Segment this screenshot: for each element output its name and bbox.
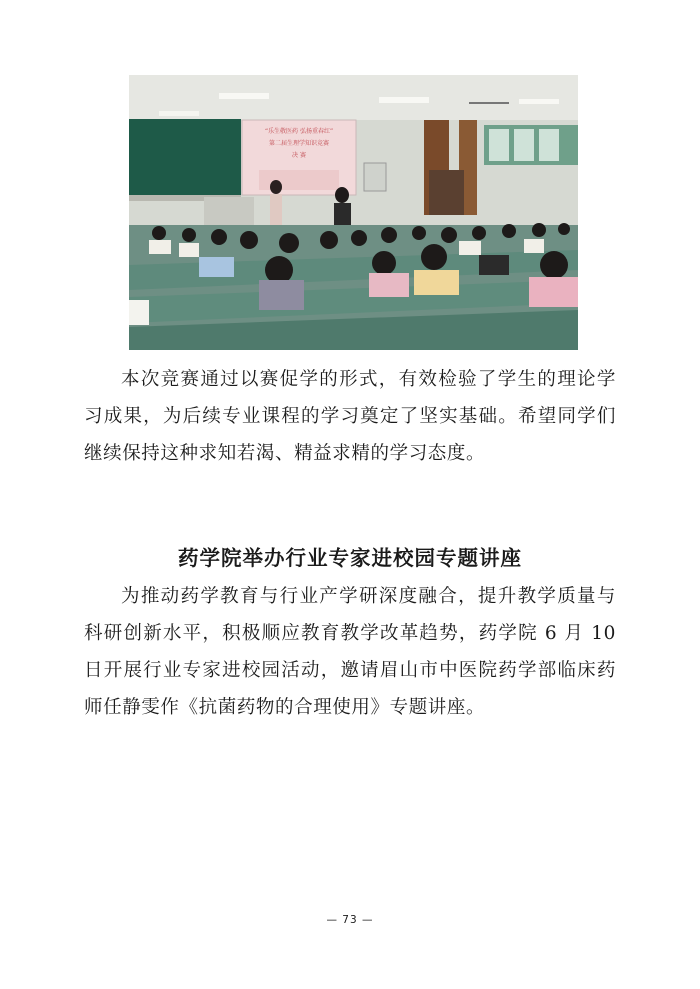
slide-title-line3: 决 赛 <box>292 152 306 159</box>
slide-title-line1: “乐生敬医药 弘扬重春红” <box>264 128 334 135</box>
page-number: — 73 — <box>326 914 374 926</box>
section-heading: 药学院举办行业专家进校园专题讲座 <box>178 546 522 570</box>
paragraph-competition-summary: 本次竞赛通过以赛促学的形式，有效检验了学生的理论学习成果，为后续专业课程的学习奠定了坚实基础。希望同学们继续保持这种求知若渴、精益求精的学习态度。 <box>84 369 616 464</box>
paragraph-lecture-intro: 为推动药学教育与行业产学研深度融合，提升教学质量与科研创新水平，积极顺应教育教学改革趋势，药学院 6 月 10 日开展行业专家进校园活动，邀请眉山市中医院药学部临床药师任静雯作《抗菌药物的合理使用》专题讲座。 <box>84 586 616 718</box>
slide-title-line2: 第二届生理学知识竞赛 <box>268 140 330 147</box>
classroom-photo <box>129 75 578 350</box>
